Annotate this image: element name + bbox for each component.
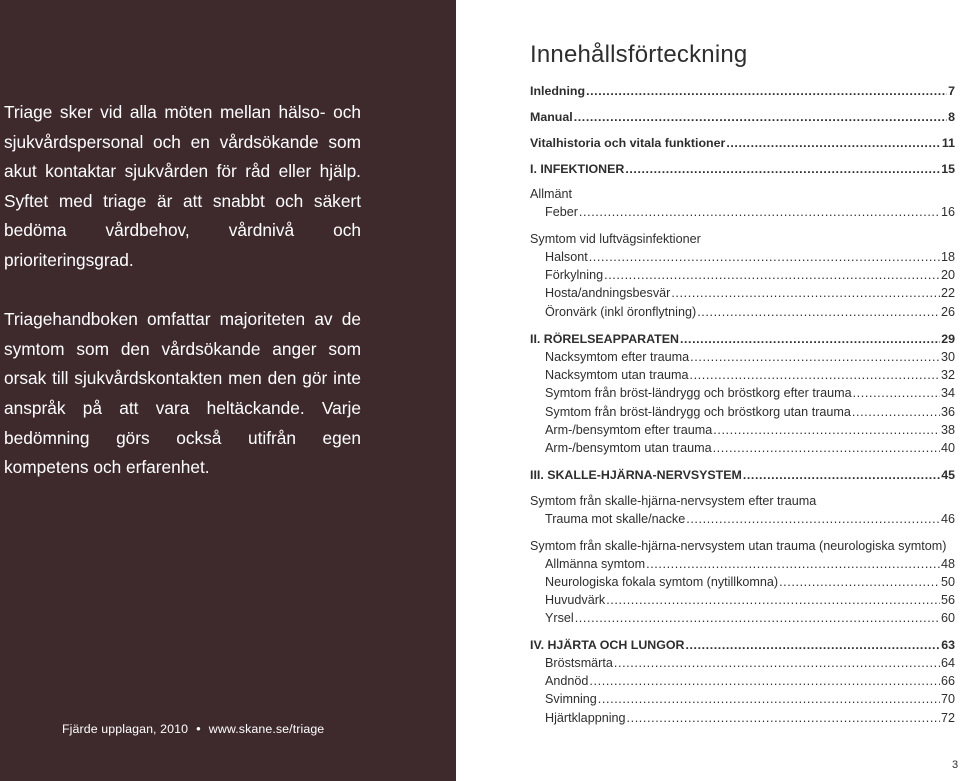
toc-entry-page: 11 (941, 136, 955, 150)
toc-entry (530, 268, 955, 286)
toc-entry (530, 162, 955, 180)
toc-entry (530, 250, 955, 268)
toc-entry-label: Hosta/andningsbesvär (545, 286, 671, 300)
intro-text (4, 98, 361, 512)
toc-entry-page: 56 (940, 593, 955, 607)
toc-leader-dots (686, 512, 940, 526)
toc-entry-label: Andnöd (545, 674, 589, 688)
toc-entry-page: 64 (940, 656, 955, 670)
toc-entry-label: Hjärtklappning (545, 711, 626, 725)
toc-leader-dots (743, 468, 940, 482)
toc-leader-dots (646, 557, 940, 571)
toc-entry (530, 557, 955, 575)
toc-entry (530, 539, 955, 557)
toc-entry-label: Symtom vid luftvägsinfektioner (530, 232, 701, 246)
intro-paragraph-2: Triagehandboken omfattar majoriteten av de symtom som den vårdsökande anger som orsak till sjukvårdskontakten men den gör inte anspråk på att vara heltäckande. Varje bedömning görs också utifrån egen kompetens och erfarenhet. (4, 309, 361, 478)
toc-entry-page: 70 (940, 692, 955, 706)
toc-entry-page: 50 (940, 575, 955, 589)
edition-footer (62, 721, 324, 736)
toc-entry (530, 110, 955, 128)
toc-entry-label: Inledning (530, 84, 586, 98)
toc-leader-dots (606, 593, 940, 607)
toc-entry (530, 692, 955, 710)
toc-entry-page: 30 (940, 350, 955, 364)
toc-leader-dots (690, 350, 940, 364)
toc-entry-page: 22 (940, 286, 955, 300)
toc-entry (530, 386, 955, 404)
toc-entry-label: Symtom från bröst-ländrygg och bröstkorg efter trauma (545, 386, 852, 400)
toc-entry-label: Förkylning (545, 268, 604, 282)
toc-entry-label: Symtom från skalle-hjärna-nervsystem efter trauma (530, 494, 817, 508)
toc-leader-dots (625, 162, 940, 176)
toc-leader-dots (680, 332, 940, 346)
toc-leader-dots (779, 575, 940, 589)
toc-entry-label: III. SKALLE-HJÄRNA-NERVSYSTEM (530, 468, 742, 482)
toc-entry (530, 187, 955, 205)
toc-entry (530, 593, 955, 611)
toc-entry-page: 40 (940, 441, 955, 455)
toc-leader-dots (627, 711, 940, 725)
toc-entry (530, 638, 955, 656)
toc-title: Innehållsförteckning (530, 41, 748, 68)
toc-entry (530, 711, 955, 729)
toc-leader-dots (589, 674, 940, 688)
toc-entry (530, 468, 955, 486)
toc-entry (530, 575, 955, 593)
toc-entry-label: Allmänt (530, 187, 572, 201)
toc-entry (530, 656, 955, 674)
bullet-separator: • (196, 721, 201, 736)
toc-entry-page: 48 (940, 557, 955, 571)
toc-entry-page: 66 (940, 674, 955, 688)
left-panel (0, 0, 456, 781)
toc-entry-page: 32 (940, 368, 955, 382)
website-link[interactable]: www.skane.se/triage (208, 722, 325, 736)
toc-entry-page: 60 (940, 611, 955, 625)
toc-entry-label: II. RÖRELSEAPPARATEN (530, 332, 679, 346)
toc-entry-label: Vitalhistoria och vitala funktioner (530, 136, 726, 150)
toc-entry-page: 34 (940, 386, 955, 400)
toc-entry (530, 232, 955, 250)
toc-entry-page: 15 (941, 162, 955, 176)
toc-entry-label: Halsont (545, 250, 588, 264)
toc-entry (530, 674, 955, 692)
toc-entry-label: I. INFEKTIONER (530, 162, 625, 176)
toc-entry-label: Bröstsmärta (545, 656, 613, 670)
toc-entry-page: 63 (941, 638, 955, 652)
toc-leader-dots (671, 286, 940, 300)
page-number: 3 (952, 759, 959, 771)
toc-entry-page: 72 (940, 711, 955, 725)
toc-entry-label: Allmänna symtom (545, 557, 646, 571)
toc-entry-label: Arm-/bensymtom efter trauma (545, 423, 713, 437)
toc-entry (530, 494, 955, 512)
toc-entry-label: Nacksymtom utan trauma (545, 368, 689, 382)
toc-entry-page: 36 (940, 405, 955, 419)
toc-leader-dots (574, 110, 947, 124)
toc-leader-dots (697, 305, 940, 319)
toc-leader-dots (589, 250, 940, 264)
toc-leader-dots (713, 441, 940, 455)
toc-leader-dots (575, 611, 940, 625)
toc-entry-label: Öronvärk (inkl öronflytning) (545, 305, 697, 319)
toc-entry-page: 38 (940, 423, 955, 437)
toc-entry-page: 46 (940, 512, 955, 526)
toc-entry-label: Manual (530, 110, 573, 124)
toc-entry (530, 332, 955, 350)
toc-entry (530, 205, 955, 223)
toc-entry (530, 84, 955, 102)
toc-entry-label: Trauma mot skalle/nacke (545, 512, 686, 526)
toc-leader-dots (604, 268, 940, 282)
toc-entry-label: Huvudvärk (545, 593, 606, 607)
toc-entry (530, 512, 955, 530)
toc-leader-dots (852, 405, 940, 419)
toc-leader-dots (579, 205, 940, 219)
toc-leader-dots (685, 638, 940, 652)
toc-entry-page: 20 (940, 268, 955, 282)
toc-entry-page: 8 (948, 110, 955, 124)
toc-entry (530, 423, 955, 441)
toc-entry-page: 16 (940, 205, 955, 219)
toc-entry-label: Symtom från skalle-hjärna-nervsystem utan trauma (neurologiska symtom) (530, 539, 947, 553)
toc-leader-dots (726, 136, 941, 150)
toc-entry (530, 405, 955, 423)
toc-entry (530, 136, 955, 154)
toc-panel (530, 0, 960, 781)
toc-entry (530, 611, 955, 629)
toc-entry-page: 7 (948, 84, 955, 98)
toc-entry (530, 441, 955, 459)
toc-entry-page: 45 (941, 468, 955, 482)
toc-leader-dots (586, 84, 947, 98)
toc-entry-label: IV. HJÄRTA OCH LUNGOR (530, 638, 685, 652)
toc-entry (530, 305, 955, 323)
toc-leader-dots (598, 692, 940, 706)
toc-leader-dots (713, 423, 940, 437)
toc-entry-page: 18 (940, 250, 955, 264)
toc-entry-label: Arm-/bensymtom utan trauma (545, 441, 712, 455)
toc-entry (530, 368, 955, 386)
toc-leader-dots (689, 368, 940, 382)
toc-entry (530, 350, 955, 368)
toc-entry-label: Neurologiska fokala symtom (nytillkomna) (545, 575, 779, 589)
toc-entry-label: Symtom från bröst-ländrygg och bröstkorg utan trauma (545, 405, 851, 419)
toc-entry-page: 26 (940, 305, 955, 319)
toc-entry (530, 286, 955, 304)
toc-leader-dots (614, 656, 940, 670)
toc-entry-page: 29 (941, 332, 955, 346)
toc-entry-label: Feber (545, 205, 578, 219)
toc-entry-label: Nacksymtom efter trauma (545, 350, 690, 364)
toc-entry-label: Svimning (545, 692, 597, 706)
intro-paragraph-1: Triage sker vid alla möten mellan hälso- och sjukvårdspersonal och en vårdsökande som akut kontaktar sjukvården för råd eller hjälp. Syftet med triage är att snabbt och säkert bedöma vårdbehov, vårdnivå och prioriteringsgrad. (4, 102, 361, 270)
toc-entry-label: Yrsel (545, 611, 574, 625)
edition-label: Fjärde upplagan, 2010 (62, 722, 189, 736)
toc-leader-dots (853, 386, 940, 400)
